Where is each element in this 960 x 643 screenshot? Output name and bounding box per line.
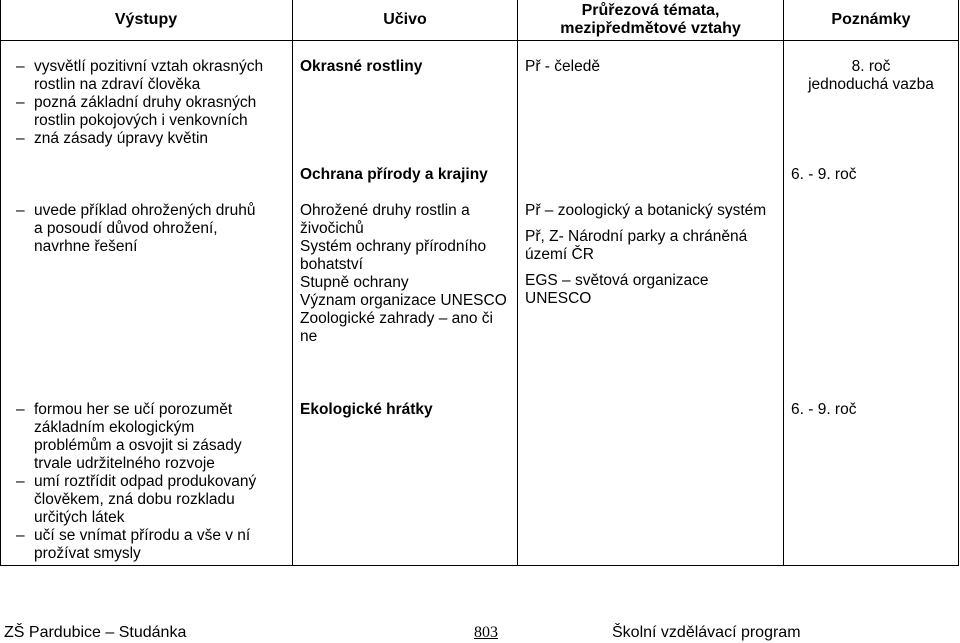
dash-bullet: – — [16, 527, 25, 544]
list-item: – uvede příklad ohrožených druhů a posoudí důvod ohrožení, navrhne řešení — [16, 202, 256, 255]
dash-bullet: – — [16, 473, 25, 490]
block3-note: 6. - 9. roč — [791, 401, 857, 418]
content-line: Zoologické zahrady – ano či ne — [300, 310, 494, 345]
header-ucivo: Učivo — [383, 11, 427, 28]
content-line: Stupně ochrany — [300, 274, 409, 291]
block2-note: 6. - 9. roč — [791, 166, 857, 183]
block3-outputs — [8, 401, 270, 563]
block3-topic: Ekologické hrátky — [300, 401, 433, 418]
cross-topic-line: EGS – světová organizace UNESCO — [525, 272, 709, 307]
block1-topic: Okrasné rostliny — [300, 58, 423, 75]
table-border-right — [958, 0, 959, 566]
dash-bullet: – — [16, 202, 25, 219]
dash-bullet: – — [16, 58, 25, 75]
list-item: – učí se vnímat přírodu a vše v ní prožívat smysly — [16, 527, 251, 562]
block2-content — [300, 202, 515, 346]
list-item: – formou her se učí porozumět základním ekologickým problémům a osvojit si zásady trvale udržitelného rozvoje — [16, 401, 242, 472]
header-vystupy: Výstupy — [114, 11, 178, 28]
header-poznamky: Poznámky — [831, 11, 911, 28]
header-separator — [0, 40, 959, 41]
footer-program-name: Školní vzdělávací program — [612, 624, 801, 641]
table-border-bottom — [0, 565, 959, 566]
header-prurezova-temata: Průřezová témata, mezipředmětové vztahy — [560, 2, 741, 37]
footer-school-name: ZŠ Pardubice – Studánka — [4, 624, 187, 641]
block1-cross-topic: Př - čeledě — [525, 58, 600, 75]
dash-bullet: – — [16, 94, 25, 111]
dash-bullet: – — [16, 401, 25, 418]
cross-topic-line: Př, Z- Národní parky a chráněná území ČR — [525, 228, 748, 263]
block2-cross-topics — [525, 202, 781, 308]
column-divider-1 — [292, 0, 293, 566]
content-line: Systém ochrany přírodního bohatství — [300, 238, 487, 273]
content-line: Ohrožené druhy rostlin a živočichů — [300, 202, 470, 237]
table-border-left — [0, 0, 1, 566]
block1-outputs — [8, 58, 270, 148]
block2-outputs — [8, 202, 268, 256]
list-item: – umí roztřídit odpad produkovaný člověkem, zná dobu rozkladu určitých látek — [16, 473, 257, 526]
dash-bullet: – — [16, 130, 25, 147]
block2-topic: Ochrana přírody a krajiny — [300, 166, 488, 183]
content-line: Význam organizace UNESCO — [300, 292, 507, 309]
footer-page-number: 803 — [474, 624, 498, 641]
column-divider-2 — [517, 0, 518, 566]
block1-note: 8. roč jednoduchá vazba — [808, 58, 934, 93]
list-item: – vysvětlí pozitivní vztah okrasných rostlin na zdraví člověka — [16, 58, 264, 93]
list-item: – zná zásady úpravy květin — [16, 130, 209, 147]
cross-topic-line: Př – zoologický a botanický systém — [525, 202, 767, 219]
list-item: – pozná základní druhy okrasných rostlin pokojových i venkovních — [16, 94, 257, 129]
